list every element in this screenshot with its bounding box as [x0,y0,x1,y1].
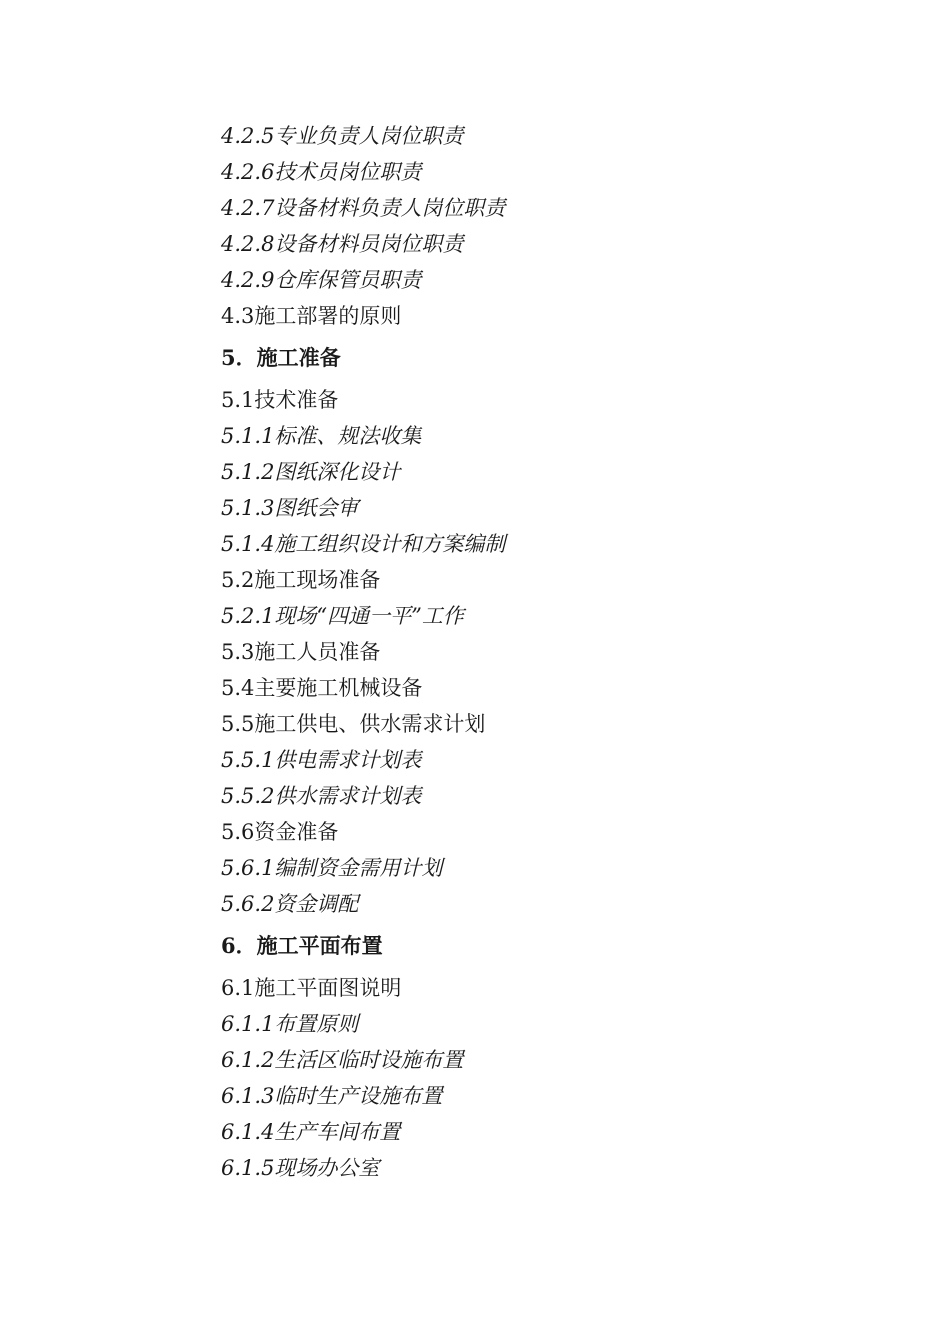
toc-subsection-entry: 5.1.4施工组织设计和方案编制 [221,532,506,556]
toc-section-entry: 5.1技术准备 [221,388,339,412]
toc-subsection-entry: 5.1.3图纸会审 [221,496,359,520]
toc-subsection-entry: 4.2.7设备材料负责人岗位职责 [221,196,506,220]
toc-section-entry: 5.6资金准备 [221,820,339,844]
toc-subsection-entry: 5.6.2资金调配 [221,892,359,916]
toc-section-entry: 5.5施工供电、供水需求计划 [221,712,486,736]
toc-heading: 6．施工平面布置 [221,933,383,958]
toc-section-entry: 5.4主要施工机械设备 [221,676,423,700]
toc-section-entry: 5.2施工现场准备 [221,568,381,592]
toc-subsection-entry: 5.5.2供水需求计划表 [221,784,422,808]
toc-subsection-entry: 5.1.2图纸深化设计 [221,460,401,484]
toc-subsection-entry: 4.2.8设备材料员岗位职责 [221,232,464,256]
toc-subsection-entry: 5.2.1现场“四通一平”工作 [221,604,464,628]
toc-section-entry: 6.1施工平面图说明 [221,976,402,1000]
toc-subsection-entry: 4.2.6技术员岗位职责 [221,160,422,184]
toc-section-entry: 4.3施工部署的原则 [221,304,402,328]
toc-subsection-entry: 5.6.1编制资金需用计划 [221,856,443,880]
toc-subsection-entry: 6.1.2生活区临时设施布置 [221,1048,464,1072]
toc-subsection-entry: 6.1.4生产车间布置 [221,1120,401,1144]
toc-subsection-entry: 5.1.1标准、规法收集 [221,424,422,448]
toc-heading: 5．施工准备 [221,345,341,370]
toc-subsection-entry: 6.1.1布置原则 [221,1012,359,1036]
toc-section-entry: 5.3施工人员准备 [221,640,381,664]
toc-subsection-entry: 5.5.1供电需求计划表 [221,748,422,772]
toc-subsection-entry: 4.2.9仓库保管员职责 [221,268,422,292]
toc-subsection-entry: 4.2.5专业负责人岗位职责 [221,124,464,148]
toc-subsection-entry: 6.1.3临时生产设施布置 [221,1084,443,1108]
table-of-contents [221,118,841,1186]
toc-subsection-entry: 6.1.5现场办公室 [221,1156,380,1180]
